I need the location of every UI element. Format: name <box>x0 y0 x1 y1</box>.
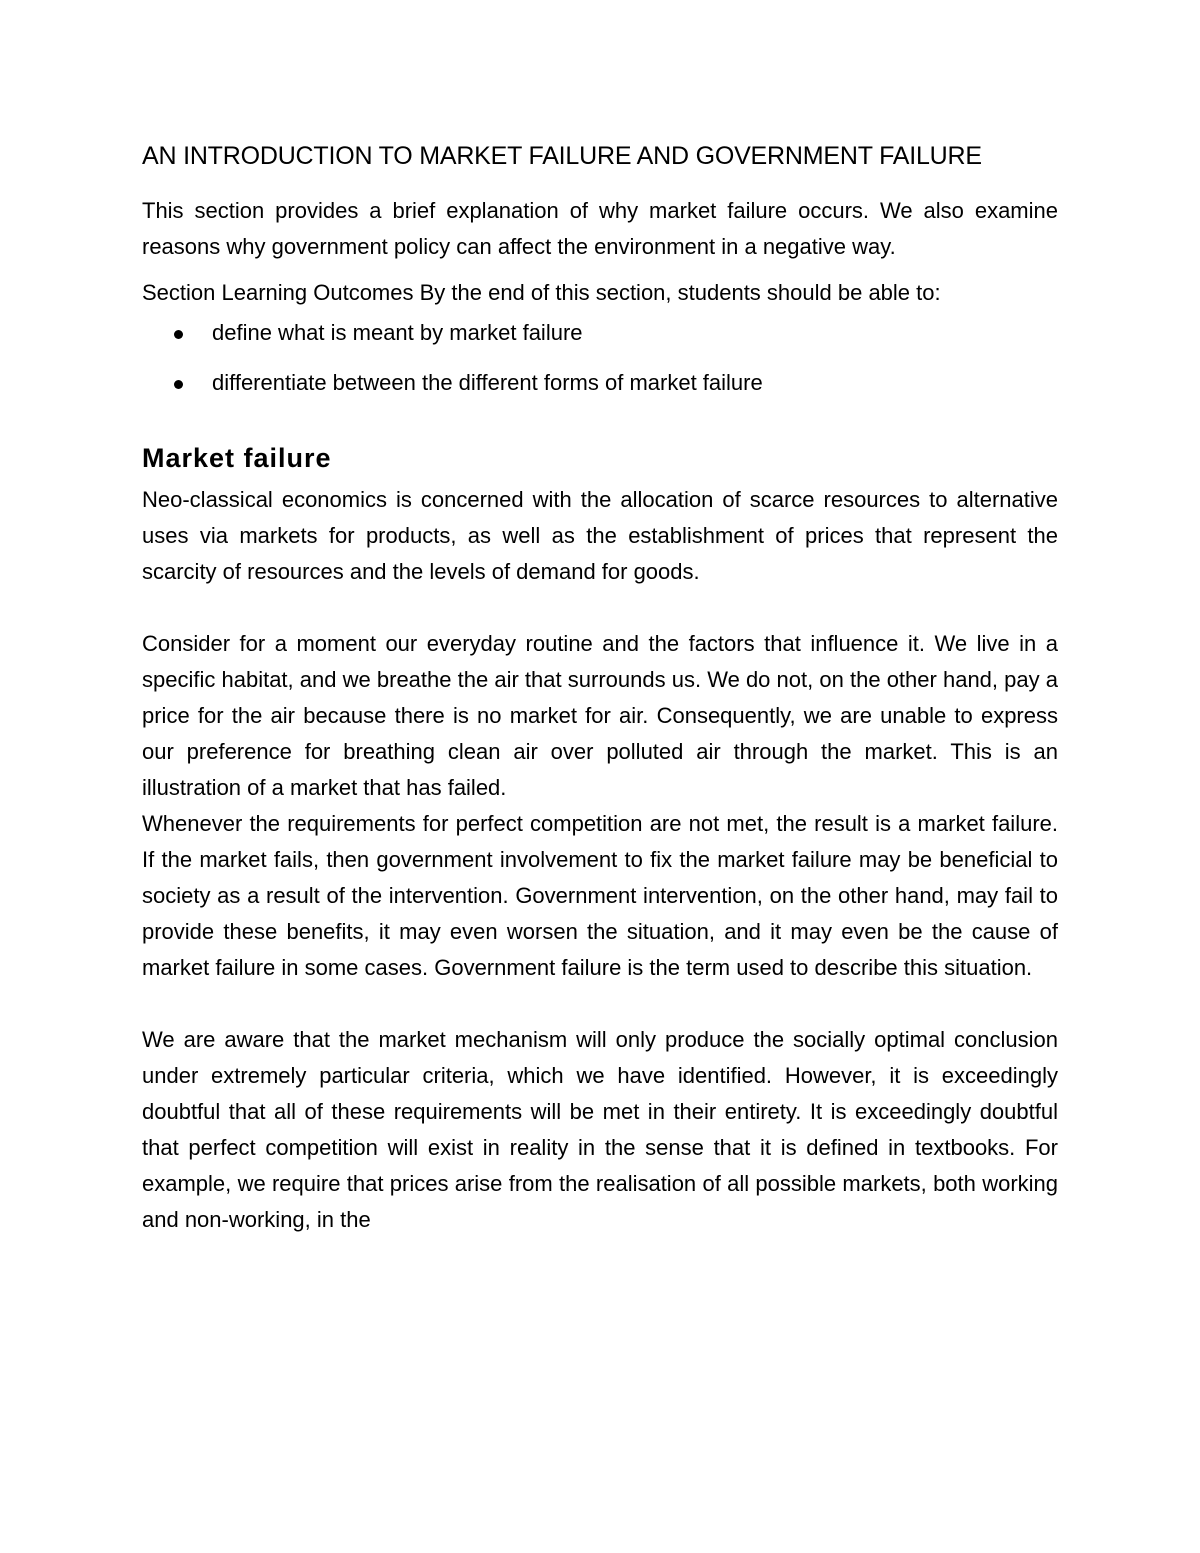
learning-outcomes-lead: Section Learning Outcomes By the end of this section, students should be able to: <box>142 279 941 305</box>
intro-paragraph: This section provides a brief explanation of why market failure occurs. We also examine reasons why government policy can affect the environment in a negative way. <box>142 197 1058 259</box>
list-item <box>168 365 1058 401</box>
list-item-text: differentiate between the different forms of market failure <box>212 369 763 395</box>
bullet-icon <box>174 330 183 339</box>
body-paragraph-2: Consider for a moment our everyday routine and the factors that influence it. We live in a specific habitat, and we breathe the air that surrounds us. We do not, on the other hand, pay a price for the air because there is no market for air. Consequently, we are unable to express our preference for breathing clean air over polluted air through the market. This is an illustration of a market that has failed. <box>142 630 1058 800</box>
list-item-text: define what is meant by market failure <box>212 319 583 345</box>
bullet-icon <box>174 380 183 389</box>
section-heading: Market failure <box>142 442 332 473</box>
body-paragraph-3: Whenever the requirements for perfect competition are not met, the result is a market failure. If the market fails, then government involvement to fix the market failure may be beneficial to society as a result of the intervention. Government intervention, on the other hand, may fail to provide these benefits, it may even worsen the situation, and it may even be the cause of market failure in some cases. Government failure is the term used to describe this situation. <box>142 810 1058 980</box>
document-title: AN INTRODUCTION TO MARKET FAILURE AND GOVERNMENT FAILURE <box>142 142 982 170</box>
document-page <box>142 140 1058 1238</box>
body-paragraph-4: We are aware that the market mechanism will only produce the socially optimal conclusion under extremely particular criteria, which we have identified. However, it is exceedingly doubtful that all of these requirements will be met in their entirety. It is exceedingly doubtful that perfect competition will exist in reality in the sense that it is defined in textbooks. For example, we require that prices arise from the realisation of all possible markets, both working and non-working, in the <box>142 1026 1058 1232</box>
body-paragraph-1: Neo-classical economics is concerned with the allocation of scarce resources to alternative uses via markets for products, as well as the establishment of prices that represent the scarcity of resources and the levels of demand for goods. <box>142 486 1058 584</box>
list-item <box>168 315 1058 351</box>
learning-outcomes-list <box>142 315 1058 401</box>
